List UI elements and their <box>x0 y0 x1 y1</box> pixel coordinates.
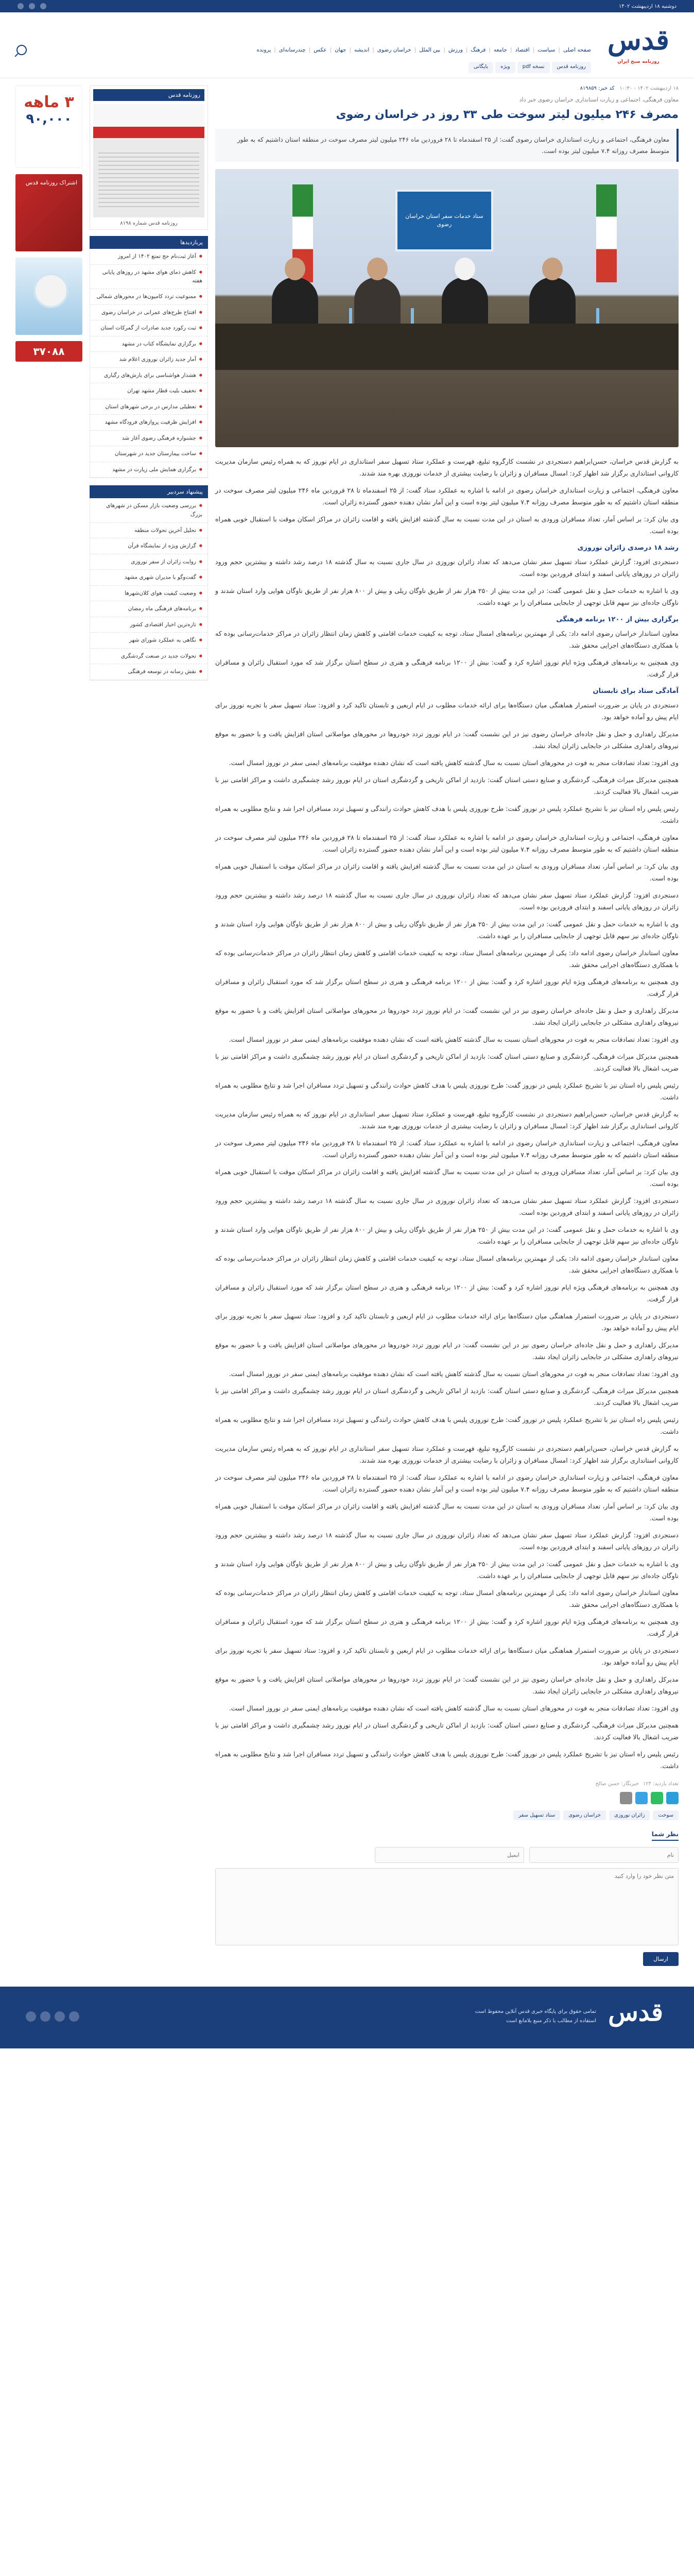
article-meta <box>215 86 679 91</box>
paragraph: وی با اشاره به خدمات حمل و نقل عمومی گفت: در این مدت بیش از ۲۵۰ هزار نفر از طریق ناوگان ریلی و بیش از ۸۰۰ هزار نفر از طریق ناوگان هوایی وارد استان شدند و ناوگان جاده‌ای نیز سهم قابل توجهی از جابجایی مسافران را بر عهده داشت. <box>215 1226 679 1245</box>
nav-item[interactable]: پرونده <box>256 47 271 53</box>
health-ad[interactable] <box>15 258 82 335</box>
article-code: کد خبر: ۸۱۹۸۵۹ <box>580 86 615 91</box>
paragraph: معاون استاندار خراسان رضوی ادامه داد: یکی از مهمترین برنامه‌های امسال ستاد، توجه به کیفیت خدمات اقامتی و کاهش زمان انتظار زائران در مراکز خدمات‌رسانی بوده که با همکاری دستگاه‌های اجرایی محقق شد. <box>215 1589 679 1608</box>
footer-description <box>475 2007 596 2026</box>
meeting-table <box>215 324 679 370</box>
search-icon[interactable] <box>16 45 27 55</box>
news-list-item[interactable]: ● تازه‌ترین اخبار اقتصادی کشور <box>90 617 207 633</box>
top-strip <box>0 0 694 12</box>
news-list-item[interactable]: ● بررسی وضعیت بازار مسکن در شهرهای بزرگ <box>90 498 207 523</box>
nav-separator: | <box>465 47 468 53</box>
paragraph: وی بیان کرد: بر اساس آمار، تعداد مسافران ورودی به استان در این مدت نسبت به سال گذشته افزایش یافته و اقامت زائران در مراکز اسکان موقت با استقبال خوبی همراه بوده است. <box>215 515 679 535</box>
paragraph: دستجردی افزود: گزارش عملکرد ستاد تسهیل سفر نشان می‌دهد که تعداد زائران نوروزی در سال جاری نسبت به سال گذشته ۱۸ درصد رشد داشته و بیشترین حجم ورود زائران در روزهای پایانی اسفند و ابتدای فروردین بوده است. <box>215 558 679 578</box>
news-list-item[interactable]: ● تعطیلی مدارس در برخی شهرهای استان <box>90 399 207 415</box>
paragraph: مدیرکل راهداری و حمل و نقل جاده‌ای خراسان رضوی نیز در این نشست گفت: در ایام نوروز تردد خودروها در محورهای مواصلاتی استان افزایش یافت و با حضور به موقع نیروهای راهداری مشکلی در جابجایی زائران ایجاد نشد. <box>215 1007 679 1026</box>
site-header <box>0 12 694 78</box>
tag-link[interactable]: ستاد تسهیل سفر <box>513 1810 560 1820</box>
editor-pick-list <box>90 498 208 681</box>
news-list-item[interactable]: ● برگزاری نمایشگاه کتاب در مشهد <box>90 336 207 352</box>
paragraph: دستجردی افزود: گزارش عملکرد ستاد تسهیل سفر نشان می‌دهد که تعداد زائران نوروزی در سال جاری نسبت به سال گذشته ۱۸ درصد رشد داشته و بیشترین حجم ورود زائران در روزهای پایانی اسفند و ابتدای فروردین بوده است. <box>215 1531 679 1551</box>
site-tagline: روزنامه صبح ایران <box>617 59 660 64</box>
paragraph: به گزارش قدس خراسان، حسن‌ابراهیم دستجردی در نشست کارگروه تبلیغ، فهرست و عملکرد ستاد تسهیل سفر استانداری در ایام نوروز که به همراه رئیس سازمان مدیریت کاروانی استانداری برگزار شد اظهار کرد: امسال مسافران و زائران با رضایت بیشتری از خدمات نوروزی بهره مند شدند. <box>215 1445 679 1464</box>
nav-separator: | <box>510 47 512 53</box>
instagram-icon[interactable] <box>40 3 46 9</box>
paragraph: همچنین مدیرکل میراث فرهنگی، گردشگری و صنایع دستی استان گفت: بازدید از اماکن تاریخی و گردشگری استان در ایام نوروز رشد چشمگیری داشت و مراکز اقامتی نیز با ضریب اشغال بالا فعالیت کردند. <box>215 776 679 795</box>
section-heading: آمادگی ستاد برای تابستان <box>593 687 679 695</box>
sub-nav-item[interactable]: ویژه <box>495 62 515 73</box>
most-viewed-title: پربازدیدها <box>90 236 208 249</box>
most-viewed-box <box>90 236 208 478</box>
section-heading: برگزاری بیش از ۱۲۰۰ برنامه فرهنگی <box>556 616 679 623</box>
news-list-item[interactable]: ● افتتاح طرح‌های عمرانی در خراسان رضوی <box>90 305 207 321</box>
nav-separator: | <box>443 47 445 53</box>
telegram-icon[interactable] <box>29 3 35 9</box>
comment-submit-button[interactable]: ارسال <box>643 1952 679 1966</box>
site-footer <box>0 1987 694 2048</box>
tag-link[interactable]: سوخت <box>653 1810 679 1820</box>
article-footer-meta <box>215 1781 679 1787</box>
news-list-item[interactable]: ● تخفیف بلیت قطار مشهد تهران <box>90 383 207 399</box>
paragraph: معاون استاندار خراسان رضوی ادامه داد: یکی از مهمترین برنامه‌های امسال ستاد، توجه به کیفیت خدمات اقامتی و کاهش زمان انتظار زائران در مراکز خدمات‌رسانی بوده که با همکاری دستگاه‌های اجرایی محقق شد. <box>215 1255 679 1274</box>
comment-title: نظر شما <box>652 1831 679 1841</box>
telegram-share-icon[interactable] <box>666 1792 679 1804</box>
sub-nav-item[interactable]: بایگانی <box>469 62 493 73</box>
usage-text: استفاده از مطالب با ذکر منبع بلامانع است <box>506 2018 596 2024</box>
article-photo <box>215 169 679 447</box>
most-viewed-list <box>90 249 208 478</box>
paragraph: به گزارش قدس خراسان، حسن‌ابراهیم دستجردی در نشست کارگروه تبلیغ، فهرست و عملکرد ستاد تسهیل سفر استانداری در ایام نوروز که به همراه رئیس سازمان مدیریت کاروانی استانداری برگزار شد اظهار کرد: امسال مسافران و زائران با رضایت بیشتری از خدمات نوروزی بهره مند شدند. <box>215 457 679 477</box>
news-list-item[interactable]: ● روایت زائران از سفر نوروزی <box>90 554 207 570</box>
paragraph: همچنین مدیرکل میراث فرهنگی، گردشگری و صنایع دستی استان گفت: بازدید از اماکن تاریخی و گردشگری استان در ایام نوروز رشد چشمگیری داشت و مراکز اقامتی نیز با ضریب اشغال بالا فعالیت کردند. <box>215 1721 679 1741</box>
copyright-text: تمامی حقوق برای پایگاه خبری قدس آنلاین محفوظ است <box>475 2009 596 2014</box>
nav-item[interactable]: اندیشه <box>354 47 370 53</box>
ad-column <box>15 86 82 1966</box>
paragraph: وی همچنین به برنامه‌های فرهنگی ویژه ایام نوروز اشاره کرد و گفت: بیش از ۱۲۰۰ برنامه فرهنگی و هنری در سطح استان برگزار شد که مورد استقبال زائران و مسافران قرار گرفت. <box>215 658 679 678</box>
news-list-item[interactable]: ● تحولات جدید در صنعت گردشگری <box>90 649 207 665</box>
footer-social <box>26 2011 79 2022</box>
tag-link[interactable]: خراسان رضوی <box>563 1810 606 1820</box>
paragraph: مدیرکل راهداری و حمل و نقل جاده‌ای خراسان رضوی نیز در این نشست گفت: در ایام نوروز تردد خودروها در محورهای مواصلاتی استان افزایش یافت و با حضور به موقع نیروهای راهداری مشکلی در جابجایی زائران ایجاد نشد. <box>215 730 679 750</box>
news-list-item[interactable]: ● جشنواره فرهنگی رضوی آغاز شد <box>90 431 207 447</box>
article <box>215 86 679 1966</box>
site-logo[interactable]: قدس روزنامه صبح ایران <box>607 23 669 64</box>
news-list-item[interactable]: ● ثبت رکورد جدید صادرات از گمرکات استان <box>90 320 207 336</box>
sub-nav <box>16 62 591 73</box>
nav-separator: | <box>558 47 560 53</box>
instagram-icon[interactable] <box>69 2011 79 2022</box>
news-list-item[interactable]: ● آغاز ثبت‌نام حج تمتع ۱۴۰۲ از امروز <box>90 249 207 265</box>
paragraph: همچنین مدیرکل میراث فرهنگی، گردشگری و صنایع دستی استان گفت: بازدید از اماکن تاریخی و گردشگری استان در ایام نوروز رشد چشمگیری داشت و مراکز اقامتی نیز با ضریب اشغال بالا فعالیت کردند. <box>215 1387 679 1406</box>
news-list-item[interactable]: ● ممنوعیت تردد کامیون‌ها در محورهای شمالی <box>90 289 207 305</box>
rss-icon[interactable] <box>18 3 24 9</box>
paragraph: رئیس پلیس راه استان نیز با تشریح عملکرد پلیس در نوروز گفت: طرح نوروزی پلیس با هدف کاهش حوادث رانندگی و تسهیل تردد مسافران اجرا شد و نتایج مطلوبی به همراه داشت. <box>215 805 679 824</box>
paragraph: وی با اشاره به خدمات حمل و نقل عمومی گفت: در این مدت بیش از ۲۵۰ هزار نفر از طریق ناوگان ریلی و بیش از ۸۰۰ هزار نفر از طریق ناوگان هوایی وارد استان شدند و ناوگان جاده‌ای نیز سهم قابل توجهی از جابجایی مسافران را بر عهده داشت. <box>215 587 679 606</box>
paragraph: معاون استاندار خراسان رضوی ادامه داد: یکی از مهمترین برنامه‌های امسال ستاد، توجه به کیفیت خدمات اقامتی و کاهش زمان انتظار زائران در مراکز خدمات‌رسانی بوده که با همکاری دستگاه‌های اجرایی محقق شد. <box>215 630 679 649</box>
paragraph: معاون فرهنگی، اجتماعی و زیارت استانداری خراسان رضوی در ادامه با اشاره به عملکرد ستاد گفت: از ۲۵ اسفندماه تا ۲۸ فروردین ماه ۲۴۶ میلیون لیتر مصرف سوخت در منطقه استان داشتیم که به طور متوسط مصرف روزانه ۷.۴ میلیون لیتر بوده است و این آمار نشان دهنده حضور گسترده زائران است. <box>215 486 679 506</box>
twitter-share-icon[interactable] <box>635 1792 648 1804</box>
news-list-item[interactable]: ● وضعیت کیفیت هوای کلان‌شهرها <box>90 586 207 602</box>
news-list-item[interactable]: ● نقش رسانه در توسعه فرهنگی <box>90 664 207 680</box>
article-author: خبرنگار: حسن صالح <box>595 1781 639 1787</box>
news-list-item[interactable]: ● تحلیل آخرین تحولات منطقه <box>90 523 207 539</box>
nav-item[interactable]: چندرسانه‌ای <box>279 47 306 53</box>
newspaper-cover-image[interactable] <box>93 104 204 217</box>
sub-nav-item[interactable]: روزنامه قدس <box>552 62 591 73</box>
subscription-price: ۹۰,۰۰۰ <box>26 111 72 127</box>
current-date: دوشنبه ۱۸ اردیبهشت ۱۴۰۲ <box>618 3 676 9</box>
paragraph: وی افزود: تعداد تصادفات منجر به فوت در محورهای استان نسبت به سال گذشته کاهش یافته است که نشان دهنده موفقیت برنامه‌های ایمنی سفر در نوروز امسال است. <box>229 1704 679 1712</box>
nav-item[interactable]: اقتصاد <box>515 47 530 53</box>
article-kicker: معاون فرهنگی، اجتماعی و زیارت استانداری خراسان رضوی خبر داد <box>519 96 679 103</box>
tag-link[interactable]: زائران نوروزی <box>609 1810 650 1820</box>
news-list-item[interactable]: ● گفت‌وگو با مدیران شهری مشهد <box>90 570 207 586</box>
nav-separator: | <box>532 47 535 53</box>
aparat-icon[interactable] <box>26 2011 36 2022</box>
print-icon[interactable] <box>620 1792 632 1804</box>
editor-pick-box <box>90 485 208 681</box>
nav-item[interactable]: خراسان رضوی <box>377 47 411 53</box>
article-body <box>215 455 679 1772</box>
nav-item[interactable]: فرهنگ <box>471 47 486 53</box>
news-list-item[interactable]: ● گزارش ویژه از نمایشگاه قرآن <box>90 538 207 554</box>
paragraph: وی همچنین به برنامه‌های فرهنگی ویژه ایام نوروز اشاره کرد و گفت: بیش از ۱۲۰۰ برنامه فرهنگی و هنری در سطح استان برگزار شد که مورد استقبال زائران و مسافران قرار گرفت. <box>215 1283 679 1303</box>
subscription-duration: ۳ ماهه <box>24 93 74 111</box>
news-list-item[interactable]: ● برنامه‌های فرهنگی ماه رمضان <box>90 601 207 617</box>
nav-separator: | <box>489 47 491 53</box>
nav-separator: | <box>372 47 374 53</box>
subscription-ad[interactable] <box>15 86 82 168</box>
comment-form <box>215 1831 679 1966</box>
flag-right <box>596 184 617 282</box>
nav-item[interactable]: عکس <box>314 47 327 53</box>
nav-item[interactable]: ورزش <box>448 47 463 53</box>
news-list-item[interactable]: ● ساخت بیمارستان جدید در شهرستان <box>90 446 207 462</box>
nav-item[interactable]: سیاست <box>537 47 556 53</box>
whatsapp-share-icon[interactable] <box>651 1792 663 1804</box>
paragraph: وی افزود: تعداد تصادفات منجر به فوت در محورهای استان نسبت به سال گذشته کاهش یافته است که نشان دهنده موفقیت برنامه‌های ایمنی سفر در نوروز امسال است. <box>229 1370 679 1378</box>
paragraph: دستجردی افزود: گزارش عملکرد ستاد تسهیل سفر نشان می‌دهد که تعداد زائران نوروزی در سال جاری نسبت به سال گذشته ۱۸ درصد رشد داشته و بیشترین حجم ورود زائران در روزهای پایانی اسفند و ابتدای فروردین بوده است. <box>215 1197 679 1216</box>
news-list-item[interactable]: ● آمار جدید زائران نوروزی اعلام شد <box>90 352 207 368</box>
paragraph: مدیرکل راهداری و حمل و نقل جاده‌ای خراسان رضوی نیز در این نشست گفت: در ایام نوروز تردد خودروها در محورهای مواصلاتی استان افزایش یافت و با حضور به موقع نیروهای راهداری مشکلی در جابجایی زائران ایجاد نشد. <box>215 1341 679 1361</box>
nav-separator: | <box>308 47 311 53</box>
paragraph: وی بیان کرد: بر اساس آمار، تعداد مسافران ورودی به استان در این مدت نسبت به سال گذشته افزایش یافته و اقامت زائران در مراکز اسکان موقت با استقبال خوبی همراه بوده است. <box>215 1502 679 1522</box>
nav-item[interactable]: بین الملل <box>419 47 441 53</box>
paragraph: دستجردی در پایان بر ضرورت استمرار هماهنگی میان دستگاه‌ها برای ارائه خدمات مطلوب در ایام اربعین و تابستان تاکید کرد و افزود: ستاد تسهیل سفر با تجربه نوروز برای ایام پیش رو آماده خواهد بود. <box>215 701 679 721</box>
nav-separator: | <box>274 47 276 53</box>
news-list-item[interactable]: ● نگاهی به عملکرد شورای شهر <box>90 633 207 649</box>
nav-separator: | <box>329 47 332 53</box>
paragraph: دستجردی در پایان بر ضرورت استمرار هماهنگی میان دستگاه‌ها برای ارائه خدمات مطلوب در ایام اربعین و تابستان تاکید کرد و افزود: ستاد تسهیل سفر با تجربه نوروز برای ایام پیش رو آماده خواهد بود. <box>215 1647 679 1666</box>
comment-name-input[interactable] <box>529 1847 679 1863</box>
share-bar <box>215 1792 679 1804</box>
paragraph: معاون فرهنگی، اجتماعی و زیارت استانداری خراسان رضوی در ادامه با اشاره به عملکرد ستاد گفت: از ۲۵ اسفندماه تا ۲۸ فروردین ماه ۲۴۶ میلیون لیتر مصرف سوخت در منطقه استان داشتیم که به طور متوسط مصرف روزانه ۷.۴ میلیون لیتر بوده است و این آمار نشان دهنده حضور گسترده زائران است. <box>215 834 679 853</box>
paragraph: رئیس پلیس راه استان نیز با تشریح عملکرد پلیس در نوروز گفت: طرح نوروزی پلیس با هدف کاهش حوادث رانندگی و تسهیل تردد مسافران اجرا شد و نتایج مطلوبی به همراه داشت. <box>215 1416 679 1435</box>
paragraph: به گزارش قدس خراسان، حسن‌ابراهیم دستجردی در نشست کارگروه تبلیغ، فهرست و عملکرد ستاد تسهیل سفر استانداری در ایام نوروز که به همراه رئیس سازمان مدیریت کاروانی استانداری برگزار شد اظهار کرد: امسال مسافران و زائران با رضایت بیشتری از خدمات نوروزی بهره مند شدند. <box>215 1110 679 1130</box>
promo-ad[interactable]: اشتراک روزنامه قدس <box>15 174 82 251</box>
newspaper-cover-box <box>90 86 208 230</box>
paragraph: وی بیان کرد: بر اساس آمار، تعداد مسافران ورودی به استان در این مدت نسبت به سال گذشته افزایش یافته و اقامت زائران در مراکز اسکان موقت با استقبال خوبی همراه بوده است. <box>215 862 679 882</box>
side-column <box>90 86 208 1966</box>
nav-item[interactable]: صفحه اصلی <box>563 47 591 53</box>
nav-separator: | <box>349 47 352 53</box>
paragraph: وی با اشاره به خدمات حمل و نقل عمومی گفت: در این مدت بیش از ۲۵۰ هزار نفر از طریق ناوگان ریلی و بیش از ۸۰۰ هزار نفر از طریق ناوگان هوایی وارد استان شدند و ناوگان جاده‌ای نیز سهم قابل توجهی از جابجایی مسافران را بر عهده داشت. <box>215 920 679 940</box>
twitter-icon[interactable] <box>40 2011 50 2022</box>
news-list-item[interactable]: ● کاهش دمای هوای مشهد در روزهای پایانی هفته <box>90 265 207 290</box>
paragraph: معاون استاندار خراسان رضوی ادامه داد: یکی از مهمترین برنامه‌های امسال ستاد، توجه به کیفیت خدمات اقامتی و کاهش زمان انتظار زائران در مراکز خدمات‌رسانی بوده که با همکاری دستگاه‌های اجرایی محقق شد. <box>215 949 679 969</box>
paragraph: دستجردی در پایان بر ضرورت استمرار هماهنگی میان دستگاه‌ها برای ارائه خدمات مطلوب در ایام اربعین و تابستان تاکید کرد و افزود: ستاد تسهیل سفر با تجربه نوروز برای ایام پیش رو آماده خواهد بود. <box>215 1312 679 1332</box>
footer-logo[interactable]: قدس <box>608 1998 663 2027</box>
main-nav <box>16 42 591 58</box>
comment-email-input[interactable] <box>375 1847 524 1863</box>
paragraph: همچنین مدیرکل میراث فرهنگی، گردشگری و صنایع دستی استان گفت: بازدید از اماکن تاریخی و گردشگری استان در ایام نوروز رشد چشمگیری داشت و مراکز اقامتی نیز با ضریب اشغال بالا فعالیت کردند. <box>215 1053 679 1072</box>
paragraph: دستجردی افزود: گزارش عملکرد ستاد تسهیل سفر نشان می‌دهد که تعداد زائران نوروزی در سال جاری نسبت به سال گذشته ۱۸ درصد رشد داشته و بیشترین حجم ورود زائران در روزهای پایانی اسفند و ابتدای فروردین بوده است. <box>215 891 679 911</box>
paragraph: وی بیان کرد: بر اساس آمار، تعداد مسافران ورودی به استان در این مدت نسبت به سال گذشته افزایش یافته و اقامت زائران در مراکز اسکان موقت با استقبال خوبی همراه بوده است. <box>215 1168 679 1188</box>
paragraph: رئیس پلیس راه استان نیز با تشریح عملکرد پلیس در نوروز گفت: طرح نوروزی پلیس با هدف کاهش حوادث رانندگی و تسهیل تردد مسافران اجرا شد و نتایج مطلوبی به همراه داشت. <box>215 1750 679 1770</box>
telegram-icon[interactable] <box>55 2011 65 2022</box>
nav-separator: | <box>414 47 417 53</box>
article-title: مصرف ۲۴۶ میلیون لیتر سوخت طی ۳۳ روز در خراسان رضوی <box>336 108 679 121</box>
sub-nav-item[interactable]: نسخه pdf <box>517 62 550 73</box>
comment-text-input[interactable] <box>215 1868 679 1945</box>
paragraph: وی همچنین به برنامه‌های فرهنگی ویژه ایام نوروز اشاره کرد و گفت: بیش از ۱۲۰۰ برنامه فرهنگی و هنری در سطح استان برگزار شد که مورد استقبال زائران و مسافران قرار گرفت. <box>215 978 679 997</box>
paragraph: معاون فرهنگی، اجتماعی و زیارت استانداری خراسان رضوی در ادامه با اشاره به عملکرد ستاد گفت: از ۲۵ اسفندماه تا ۲۸ فروردین ماه ۲۴۶ میلیون لیتر مصرف سوخت در منطقه استان داشتیم که به طور متوسط مصرف روزانه ۷.۴ میلیون لیتر بوده است و این آمار نشان دهنده حضور گسترده زائران است. <box>215 1473 679 1493</box>
meeting-banner: ستاد خدمات سفر استان خراسان رضوی <box>395 190 493 251</box>
paragraph: وی افزود: تعداد تصادفات منجر به فوت در محورهای استان نسبت به سال گذشته کاهش یافته است که نشان دهنده موفقیت برنامه‌های ایمنی سفر در نوروز امسال است. <box>229 1036 679 1043</box>
phone-ad[interactable]: ۳۷۰۸۸ <box>15 341 82 362</box>
cover-caption: روزنامه قدس شماره ۸۱۹۸ <box>120 221 178 226</box>
section-heading: رشد ۱۸ درصدی زائران نوروزی <box>577 544 679 552</box>
paragraph: وی همچنین به برنامه‌های فرهنگی ویژه ایام نوروز اشاره کرد و گفت: بیش از ۱۲۰۰ برنامه فرهنگی و هنری در سطح استان برگزار شد که مورد استقبال زائران و مسافران قرار گرفت. <box>215 1618 679 1637</box>
news-list-item[interactable]: ● افزایش ظرفیت پروازهای فرودگاه مشهد <box>90 415 207 431</box>
article-date: ۱۸ اردیبهشت ۱۴۰۲ - ۱۰:۳۰ <box>619 86 679 91</box>
news-list-item[interactable]: ● هشدار هواشناسی برای بارش‌های رگباری <box>90 368 207 384</box>
nav-item[interactable]: جهان <box>335 47 346 53</box>
paragraph: وی افزود: تعداد تصادفات منجر به فوت در محورهای استان نسبت به سال گذشته کاهش یافته است که نشان دهنده موفقیت برنامه‌های ایمنی سفر در نوروز امسال است. <box>229 759 679 767</box>
paragraph: مدیرکل راهداری و حمل و نقل جاده‌ای خراسان رضوی نیز در این نشست گفت: در ایام نوروز تردد خودروها در محورهای مواصلاتی استان افزایش یافت و با حضور به موقع نیروهای راهداری مشکلی در جابجایی زائران ایجاد نشد. <box>215 1675 679 1695</box>
cover-box-title: روزنامه قدس <box>93 89 204 101</box>
view-count: تعداد بازدید: ۱۲۴ <box>643 1781 679 1787</box>
nav-item[interactable]: جامعه <box>493 47 507 53</box>
social-icons <box>18 3 46 9</box>
news-list-item[interactable]: ● برگزاری همایش ملی زیارت در مشهد <box>90 462 207 478</box>
paragraph: معاون فرهنگی، اجتماعی و زیارت استانداری خراسان رضوی در ادامه با اشاره به عملکرد ستاد گفت: از ۲۵ اسفندماه تا ۲۸ فروردین ماه ۲۴۶ میلیون لیتر مصرف سوخت در منطقه استان داشتیم که به طور متوسط مصرف روزانه ۷.۴ میلیون لیتر بوده است و این آمار نشان دهنده حضور گسترده زائران است. <box>215 1139 679 1159</box>
article-lead: معاون فرهنگی، اجتماعی و زیارت استانداری خراسان رضوی گفت: از ۲۵ اسفندماه تا ۲۸ فروردین ماه ۲۴۶ میلیون لیتر مصرف سوخت در منطقه استان داشتیم که به طور متوسط مصرف روزانه ۷.۴ میلیون لیتر بوده است. <box>215 129 679 162</box>
editor-pick-title: پیشنهاد سردبیر <box>90 485 208 498</box>
paragraph: رئیس پلیس راه استان نیز با تشریح عملکرد پلیس در نوروز گفت: طرح نوروزی پلیس با هدف کاهش حوادث رانندگی و تسهیل تردد مسافران اجرا شد و نتایج مطلوبی به همراه داشت. <box>215 1081 679 1101</box>
paragraph: وی با اشاره به خدمات حمل و نقل عمومی گفت: در این مدت بیش از ۲۵۰ هزار نفر از طریق ناوگان ریلی و بیش از ۸۰۰ هزار نفر از طریق ناوگان هوایی وارد استان شدند و ناوگان جاده‌ای نیز سهم قابل توجهی از جابجایی مسافران را بر عهده داشت. <box>215 1560 679 1580</box>
tag-list <box>215 1810 679 1820</box>
